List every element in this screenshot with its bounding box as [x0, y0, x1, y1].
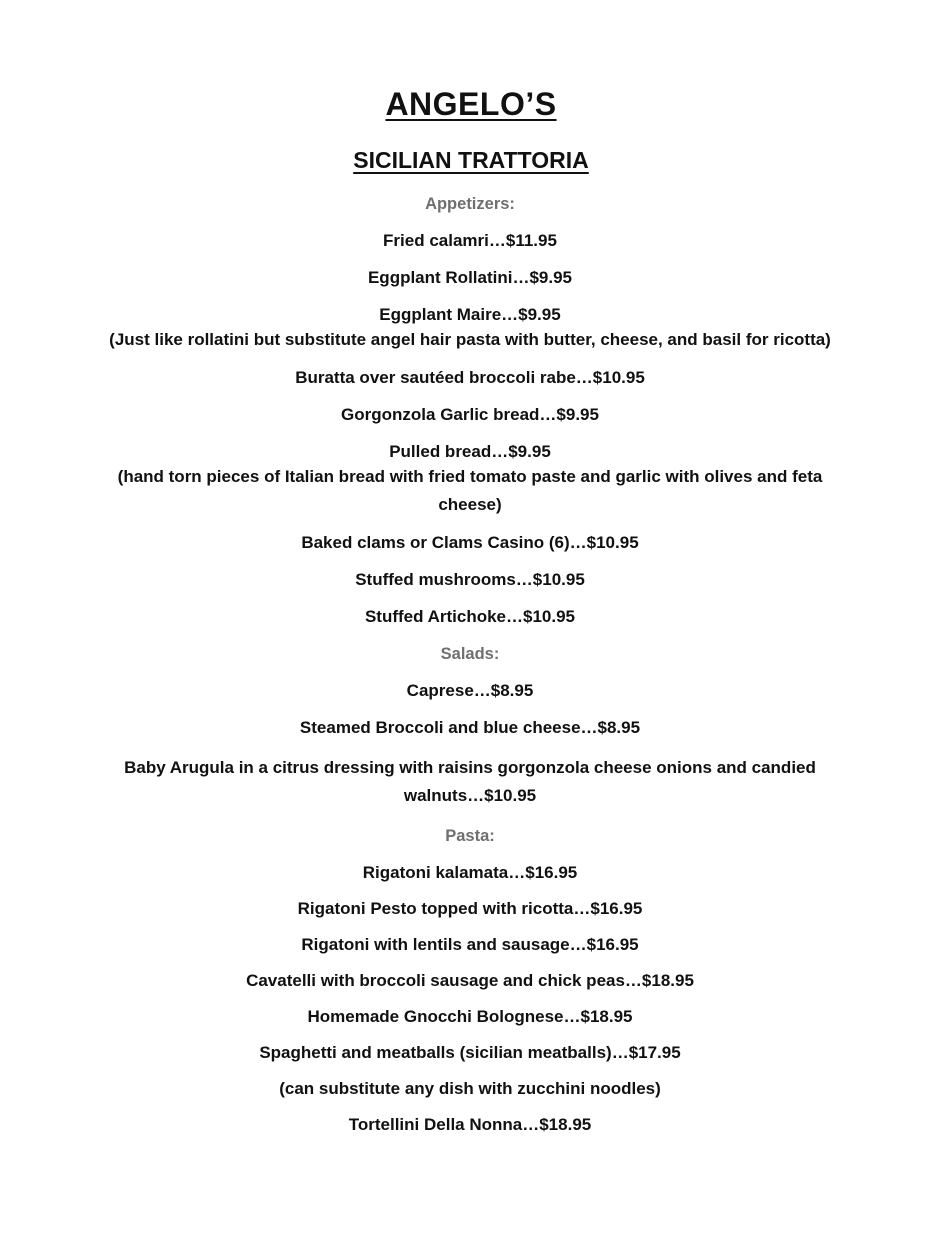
menu-item: Fried calamri…$11.95	[383, 231, 557, 250]
menu-item-note: (can substitute any dish with zucchini noodles)	[279, 1079, 661, 1098]
menu-item: Gorgonzola Garlic bread…$9.95	[341, 405, 599, 424]
menu-item: Spaghetti and meatballs (sicilian meatballs)…$17.95	[259, 1043, 681, 1062]
menu-item-note: (hand torn pieces of Italian bread with fried tomato paste and garlic with olives and feta cheese)	[117, 467, 823, 514]
appetizers-section	[70, 193, 870, 628]
menu-item: Rigatoni kalamata…$16.95	[362, 863, 578, 882]
menu-item: Eggplant Rollatini…$9.95	[367, 268, 573, 287]
menu-item	[70, 304, 870, 354]
menu-item: Cavatelli with broccoli sausage and chick peas…$18.95	[246, 971, 694, 990]
menu-item: Rigatoni with lentils and sausage…$16.95	[301, 935, 639, 954]
menu-item-note: (Just like rollatini but substitute angel hair pasta with butter, cheese, and basil for ricotta)	[109, 330, 831, 349]
menu-body	[70, 193, 870, 1151]
menu-item: Stuffed Artichoke…$10.95	[364, 607, 576, 626]
pasta-section	[70, 825, 870, 1136]
menu-item: Baby Arugula in a citrus dressing with raisins gorgonzola cheese onions and candied walnuts…$10.95	[124, 758, 816, 805]
menu-item: Buratta over sautéed broccoli rabe…$10.95	[295, 368, 645, 387]
menu-item: Homemade Gnocchi Bolognese…$18.95	[307, 1007, 633, 1026]
menu-item	[70, 441, 870, 519]
menu-item: Stuffed mushrooms…$10.95	[355, 570, 585, 589]
menu-item: Rigatoni Pesto topped with ricotta…$16.95	[297, 899, 643, 918]
salads-heading: Salads:	[440, 645, 500, 663]
restaurant-subtitle-text: SICILIAN TRATTORIA	[353, 147, 589, 173]
restaurant-name-text: ANGELO’S	[385, 86, 557, 122]
menu-item-name: Pulled bread…$9.95	[389, 442, 551, 461]
menu-item: Steamed Broccoli and blue cheese…$8.95	[299, 718, 641, 737]
appetizers-heading: Appetizers:	[425, 195, 515, 213]
pasta-heading: Pasta:	[445, 827, 495, 845]
salads-section	[70, 643, 870, 810]
restaurant-name	[0, 84, 942, 124]
menu-item: Caprese…$8.95	[406, 681, 534, 700]
restaurant-subtitle	[0, 145, 942, 175]
menu-item: Baked clams or Clams Casino (6)…$10.95	[301, 533, 639, 552]
menu-item-name: Eggplant Maire…$9.95	[379, 305, 561, 324]
menu-item: Tortellini Della Nonna…$18.95	[348, 1115, 592, 1134]
